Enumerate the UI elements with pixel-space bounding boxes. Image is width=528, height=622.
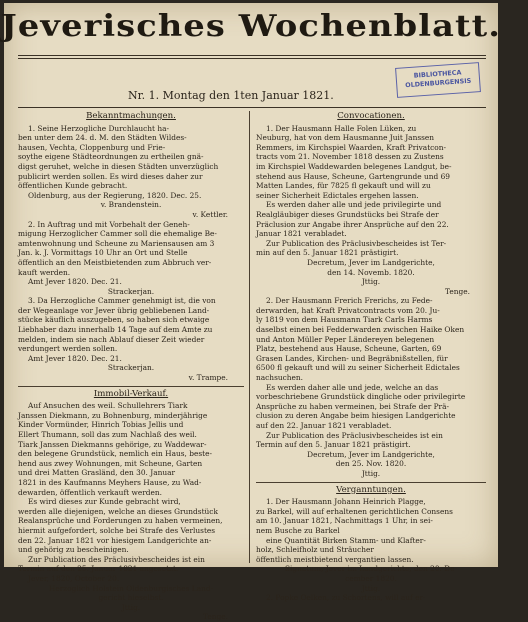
header-rule	[18, 107, 486, 108]
text-line: hausen, Vechta, Cloppenburg und Frie-	[18, 142, 166, 152]
text-line: Zur Publication des Präclusivbescheides ist ein	[266, 430, 443, 440]
text-line: Tenge.	[203, 612, 228, 622]
text-line: Realansprüche und Forderungen zu haben vermeinen,	[18, 516, 223, 526]
text-line: Es wird dieses zur Kunde gebracht wird,	[28, 497, 181, 507]
masthead-rule-bottom	[18, 58, 486, 59]
text-line: gericht hieselbst.	[98, 593, 164, 603]
text-line: der Wegeanlage vor Jever übrig gebliebenen Land-	[18, 305, 210, 315]
text-line: ben unter dem 24. d. M. den Städten Wildes-	[18, 133, 187, 143]
text-line: Decretum, Jever im Landgerichte,	[307, 449, 435, 459]
text-line: Grasen Landes, Kirchen- und Begräbnißstellen, für	[256, 353, 448, 363]
issue-number: Nr. 1.	[128, 89, 160, 102]
text-line: daselbst einen bei Fedderwarden zwischen Haike Oken	[256, 325, 465, 335]
text-line: publicirt werden sollen. Es wird dieses daher zur	[18, 171, 203, 181]
text-line: den 22. Januar 1821 vor hiesigem Landgerichte an-	[18, 535, 212, 545]
text-line: Herzoglich Holstein Oldenburgisches Land-	[48, 583, 214, 593]
text-line: Jttig.	[361, 468, 381, 478]
text-line: und drei Matten Grasländ, den 30. Januar	[18, 468, 176, 478]
section-heading: Verganntungen.	[336, 484, 406, 495]
masthead-rule-top	[18, 55, 486, 56]
text-line: Platz, bestehend aus Hause, Scheune, Garten, 69	[256, 344, 442, 354]
text-line: Amt Jever 1820. Dec. 21.	[28, 353, 122, 363]
section-heading: Bekanntmachungen.	[86, 111, 176, 121]
text-line: 2. Popke Oelken, zu Schortens, will auf er-	[266, 593, 426, 603]
text-line: Ansprüche zu haben vermeinen, bei Strafe der Prä-	[256, 401, 449, 411]
text-line: Januar 1821 verabladet.	[256, 229, 347, 239]
text-line: v. Kettler.	[192, 209, 228, 219]
text-line: Ellert Thumann, soll das zum Nachlaß des weil.	[18, 430, 197, 439]
text-line: soythe eigene Städteordnungen zu ertheilen gnä-	[18, 152, 204, 162]
text-line: vorbeschriebene Grundstück dingliche oder privilegirte	[256, 392, 466, 402]
text-line: und Anton Müller Peper Ländereyen belegenen	[256, 334, 435, 344]
stamp-line-2: OLDENBURGENSIS	[404, 76, 472, 90]
text-line: dewarden, öffentlich verkauft werden.	[18, 487, 162, 497]
text-line: melden, indem sie nach Ablauf dieser Zeit wieder	[18, 334, 205, 344]
text-line: eine Quantität Birken Stamm- und Klafter-	[266, 535, 426, 545]
text-line: clusion zu deren Angabe beim hiesigen Landgerichte	[256, 411, 456, 421]
text-line: Auf Ansuchen des weil. Schullehrers Tiark	[28, 401, 188, 411]
text-line: Jttig.	[121, 602, 141, 612]
text-line: Remmers, im Kirchspiel Waarden, Kraft Privatcon-	[256, 142, 447, 152]
text-line: Termin auf den 5. Januar 1821 prästigirt.	[256, 440, 411, 450]
text-line: 6500 fl gekauft und will zu seiner Sicherheit Edictales	[256, 363, 460, 373]
text-line: Jan. k. J. Vormittags 10 Uhr an Ort und Stelle	[18, 248, 188, 258]
text-line: den 14. Novemb. 1820.	[327, 267, 415, 277]
section-divider	[256, 482, 486, 483]
text-line: Realgläubiger dieses Grundstücks bei Strafe der	[256, 209, 439, 219]
text-line: 2. Der Hausmann Frerich Frerichs, zu Fede-	[266, 296, 433, 306]
text-line: Oldenburg, aus der Regierung, 1820. Dec. 25.	[28, 190, 202, 200]
text-line: Es werden daher alle und jede privilegirte und	[266, 200, 442, 210]
text-line: stehend aus Hause, Scheune, Gartengrunde und 69	[256, 171, 451, 181]
text-line: Decretum, Jever im Landgerichte,	[307, 257, 435, 267]
text-line: kauft werden.	[18, 267, 71, 277]
text-line: derwarden, hat Kraft Privatcontracts vom 20. Ju-	[256, 305, 440, 315]
library-stamp	[395, 62, 481, 98]
column-separator	[249, 111, 250, 563]
text-line: Strackerjan.	[107, 363, 155, 373]
text-line: zu Barkel, will auf erhaltenen gerichtlichen Consens	[256, 506, 453, 516]
left-column	[18, 109, 244, 622]
section-divider	[18, 386, 244, 387]
newspaper-page	[0, 3, 502, 622]
text-line: und gehörig zu bescheinigen.	[18, 545, 129, 555]
text-line: Zur Publication des Präclusivbescheides ist ein	[28, 554, 205, 564]
text-line: migung Herzoglicher Cammer soll die ehemalige Be-	[18, 229, 217, 239]
text-line: amtenwohnung und Scheune zu Mariensausen am 3	[18, 238, 215, 248]
text-line: v. Trampe.	[188, 373, 228, 383]
text-line: tracts vom 21. November 1818 dessen zu Zustens	[256, 152, 444, 162]
text-line: cember 1820.	[345, 573, 397, 583]
text-line: Amt Jever 1820. Dec. 21.	[28, 277, 122, 287]
text-line: den belegene Grundstück, nemlich ein Haus, beste-	[18, 449, 212, 459]
right-column	[256, 109, 486, 603]
text-line: im Kirchspiel Waddewarden belegenes Landgut, be-	[256, 161, 452, 171]
issue-date: Montag den 1ten Januar 1821.	[162, 89, 334, 102]
text-line: digst geruhet, welche in diesen Städten unverzüglich	[18, 161, 219, 171]
text-line: Tiark Janssen Diekmanns gehörige, zu Waddewar-	[18, 439, 207, 449]
text-line: auf den 22. Januar 1821 verabladet.	[256, 421, 392, 430]
text-line: 1821 in des Kaufmanns Meyhers Hause, zu Wad-	[18, 477, 202, 487]
text-line: hiermit aufgefordert, solche bei Strafe des Verlustes	[18, 525, 216, 535]
text-line: Präclusion zur Angabe ihrer Ansprüche auf den 22.	[256, 219, 449, 229]
text-line: ly 1819 von dem Hausmann Tiark Carls Harms	[256, 315, 433, 325]
text-line: öffentlich an den Meistbietenden zum Abbruch ver-	[18, 257, 212, 267]
text-line: 1. Seine Herzogliche Durchlaucht ha-	[28, 123, 169, 133]
issue-line	[128, 89, 334, 102]
text-line: hend aus zwey Wohnungen, mit Scheune, Garten	[18, 458, 203, 468]
masthead-title: Jeverisches Wochenblatt.	[0, 9, 502, 44]
text-line: nem Busche zu Barkel	[256, 525, 340, 535]
text-line: Neuburg, hat von dem Hausmanne Juit Janssen	[256, 133, 435, 143]
stamp-line-1: BIBLIOTHECA	[413, 68, 462, 80]
text-line: 1. Der Hausmann Halle Folen Lüken, zu	[266, 123, 417, 133]
section-heading: Immobil-Verkauf.	[93, 388, 169, 399]
text-line: 1. Der Hausmann Johann Heinrich Plagge,	[266, 497, 426, 507]
text-line: Es werden daher alle und jede, welche an das	[266, 382, 439, 392]
text-line: Zur Publication des Präclusivbescheides ist Ter-	[266, 238, 447, 248]
text-line: Liebhaber dazu innerhalb 14 Tage auf dem Amte zu	[18, 325, 213, 335]
text-line: werden alle diejenigen, welche an dieses Grundstück	[18, 506, 218, 516]
text-line: am 10. Januar 1821, Nachmittags 1 Uhr, in sei-	[256, 516, 433, 526]
text-line: Kinder Vormünder, Hinrich Tobias Jellis und	[18, 420, 184, 430]
text-line: Jttig.	[361, 583, 381, 593]
text-line: min auf den 5. Januar 1821 prästigirt.	[256, 248, 399, 258]
text-line: v. Brandenstein.	[100, 200, 162, 210]
text-line: Strackerjan.	[107, 286, 155, 296]
text-line: Signatum, Jever im Landgerichte, den 20. De-	[284, 564, 458, 574]
text-line: Jever, 1820, October 20.	[28, 573, 120, 583]
text-line: seiner Sicherheit Edictales ergehen lassen.	[256, 190, 419, 200]
text-line: verdungert werden sollen.	[18, 344, 118, 354]
text-line: Janssen Diekmann, zu Bohnenburg, minderjährige	[18, 410, 208, 420]
text-line: den 25. Nov. 1820.	[335, 459, 407, 469]
text-line: Jttig.	[361, 277, 381, 287]
text-line: stücke käuflich auszugeben, so haben sich etwaige	[18, 315, 210, 325]
text-line: 2. In Auftrag und mit Vorbehalt der Geneh-	[28, 219, 190, 229]
text-line: 3. Da Herzogliche Cammer genehmigt ist, die von	[28, 296, 216, 306]
text-line: holz, Schleifholz und Sträucher	[256, 545, 374, 555]
section-heading: Convocationen.	[337, 111, 405, 121]
text-line: nachsuchen.	[256, 373, 303, 383]
text-line: öffentlichen Kunde gebracht.	[18, 181, 128, 191]
text-line: Matten Landes, für 7825 fl gekauft und will zu	[256, 181, 431, 191]
text-line: Tenge.	[445, 286, 470, 296]
text-line: öffentlich meistbietend vergantien lassen.	[256, 554, 414, 564]
text-line: Termin auf den 25. Januar 1821 angesetzt.	[18, 564, 179, 574]
